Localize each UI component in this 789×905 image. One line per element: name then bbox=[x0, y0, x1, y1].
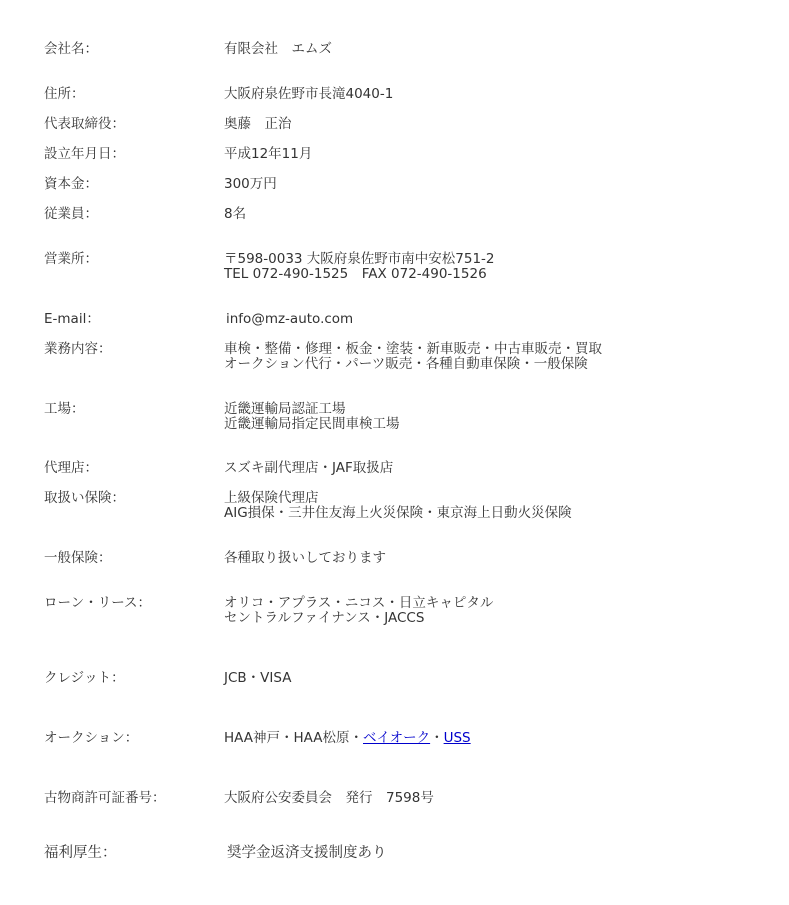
info-label: 代理店： bbox=[44, 460, 98, 476]
info-label: 取扱い保険： bbox=[44, 490, 125, 506]
info-value bbox=[224, 42, 332, 57]
info-label: 古物商許可証番号： bbox=[44, 790, 166, 806]
info-value bbox=[224, 491, 572, 521]
auction-separator: ・ bbox=[430, 730, 444, 746]
info-value bbox=[224, 207, 246, 222]
info-value bbox=[224, 731, 471, 746]
info-value-line: 近畿運輸局認証工場 bbox=[224, 401, 346, 417]
info-label: E-mail： bbox=[44, 311, 100, 327]
info-label: 設立年月日： bbox=[44, 146, 125, 162]
info-label: 工場： bbox=[44, 401, 85, 417]
bayauc-link[interactable]: ベイオーク bbox=[363, 730, 431, 746]
info-value bbox=[224, 117, 292, 132]
info-label: 営業所： bbox=[44, 251, 98, 267]
email-address: info@mz-auto.com bbox=[226, 311, 354, 327]
info-value-line: 8名 bbox=[224, 206, 247, 222]
info-value bbox=[227, 846, 387, 861]
info-value bbox=[224, 671, 291, 686]
info-label: 会社名： bbox=[44, 41, 98, 57]
info-value-line: 奥藤 正治 bbox=[224, 116, 292, 132]
info-value bbox=[224, 147, 312, 162]
info-value-line: 大阪府泉佐野市長滝4040-1 bbox=[224, 86, 394, 102]
info-value-line: 車検・整備・修理・板金・塗装・新車販売・中古車販売・買取 bbox=[224, 341, 602, 357]
info-value bbox=[224, 791, 434, 806]
info-value-line: 〒598-0033 大阪府泉佐野市南中安松751-2 bbox=[224, 251, 495, 267]
info-label: 従業員： bbox=[44, 206, 98, 222]
info-value bbox=[224, 342, 602, 372]
info-value-line: スズキ副代理店・JAF取扱店 bbox=[224, 460, 394, 476]
info-value bbox=[224, 87, 393, 102]
info-value-line: 近畿運輸局指定民間車検工場 bbox=[224, 416, 400, 432]
info-value-line: 平成12年11月 bbox=[224, 146, 313, 162]
info-value-line: セントラルファイナンス・JACCS bbox=[224, 610, 425, 626]
info-value-line: 300万円 bbox=[224, 176, 277, 192]
info-label: 資本金： bbox=[44, 176, 98, 192]
info-label: クレジット： bbox=[44, 670, 125, 686]
info-value-line: オークション代行・パーツ販売・各種自動車保険・一般保険 bbox=[224, 356, 588, 372]
info-value bbox=[224, 252, 495, 282]
info-value bbox=[224, 596, 493, 626]
info-value bbox=[224, 402, 400, 432]
info-label: 福利厚生： bbox=[44, 845, 117, 861]
info-value-line: AIG損保・三井住友海上火災保険・東京海上日動火災保険 bbox=[224, 505, 572, 521]
uss-link[interactable]: USS bbox=[443, 730, 471, 746]
auction-plain-text: HAA神戸・HAA松原・ bbox=[224, 730, 363, 746]
info-value-line: 各種取り扱いしております bbox=[224, 550, 386, 566]
info-label: 業務内容： bbox=[44, 341, 112, 357]
info-value-line: TEL 072-490-1525 FAX 072-490-1526 bbox=[224, 266, 487, 282]
info-value bbox=[226, 312, 353, 327]
info-value bbox=[224, 551, 386, 566]
info-label: オークション： bbox=[44, 730, 139, 746]
info-label: 代表取締役： bbox=[44, 116, 125, 132]
info-value bbox=[224, 461, 393, 476]
info-value-line: オリコ・アプラス・ニコス・日立キャピタル bbox=[224, 595, 494, 611]
info-value-line: JCB・VISA bbox=[224, 670, 292, 686]
info-value bbox=[224, 177, 277, 192]
info-value-line: 大阪府公安委員会 発行 7598号 bbox=[224, 790, 434, 806]
info-label: 住所： bbox=[44, 86, 85, 102]
info-label: 一般保険： bbox=[44, 550, 112, 566]
info-label: ローン・リース： bbox=[44, 595, 152, 611]
info-value-line: 奨学金返済支援制度あり bbox=[227, 845, 387, 861]
info-value-line: 上級保険代理店 bbox=[224, 490, 319, 506]
info-value-line: 有限会社 エムズ bbox=[224, 41, 332, 57]
